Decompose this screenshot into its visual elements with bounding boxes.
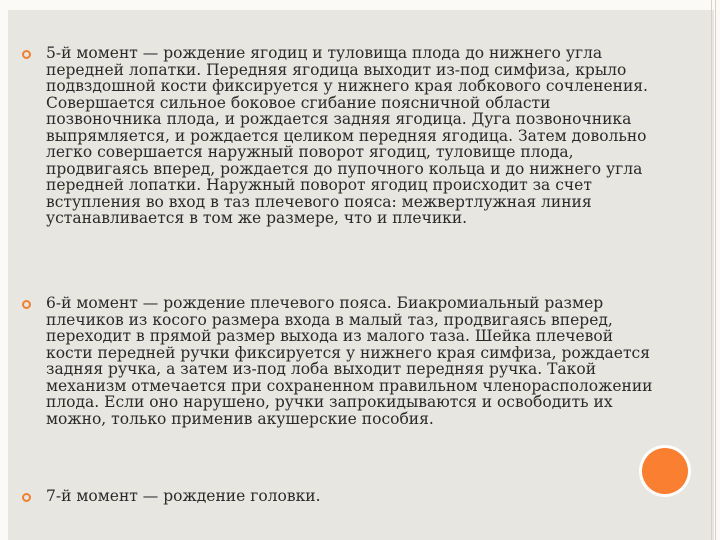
- bullet-text: 7-й момент — рождение головки.: [46, 487, 321, 505]
- hollow-circle-bullet-icon: [22, 300, 31, 309]
- bullet-item-moment-7: [22, 488, 662, 505]
- bullet-item-moment-6: [22, 295, 662, 427]
- orange-circle-icon: [642, 448, 688, 494]
- hollow-circle-bullet-icon: [22, 493, 31, 502]
- right-border-line: [711, 0, 712, 540]
- hollow-circle-bullet-icon: [22, 50, 31, 59]
- bullet-text: 5-й момент — рождение ягодиц и туловища плода до нижнего угла передней лопатки. Передняя ягодица выходит из-под симфиза, крыло подвздошной кости фиксируется у нижнего края лобкового сочленения. Совершается сильное боковое сгибание поясничной области позвоночника плода, и рождается задняя ягодица. Дуга позвоночника выпрямляется, и рождается целиком передняя ягодица. Затем довольно легко совершается наружный поворот ягодиц, туловище плода, продвигаясь вперед, рождается до пупочного кольца и до нижнего угла передней лопатки. Наружный поворот ягодиц происходит за счет вступления во вход в таз плечевого пояса: межвертлужная линия устанавливается в том же размере, что и плечики.: [46, 44, 648, 227]
- bullet-item-moment-5: [22, 45, 662, 227]
- right-border-line: [715, 0, 716, 540]
- bullet-text: 6-й момент — рождение плечевого пояса. Биакромиальный размер плечиков из косого размера входа в малый таз, продвигаясь вперед, переходит в прямой размер выхода из малого таза. Шейка плечевой кости передней ручки фиксируется у нижнего края симфиза, рождается задняя ручка, а затем из-под лоба выходит передняя ручка. Такой механизм отмечается при сохраненном правильном членорасположении плода. Если оно нарушено, ручки запрокидываются и освободить их можно, только применив акушерские пособия.: [46, 294, 653, 428]
